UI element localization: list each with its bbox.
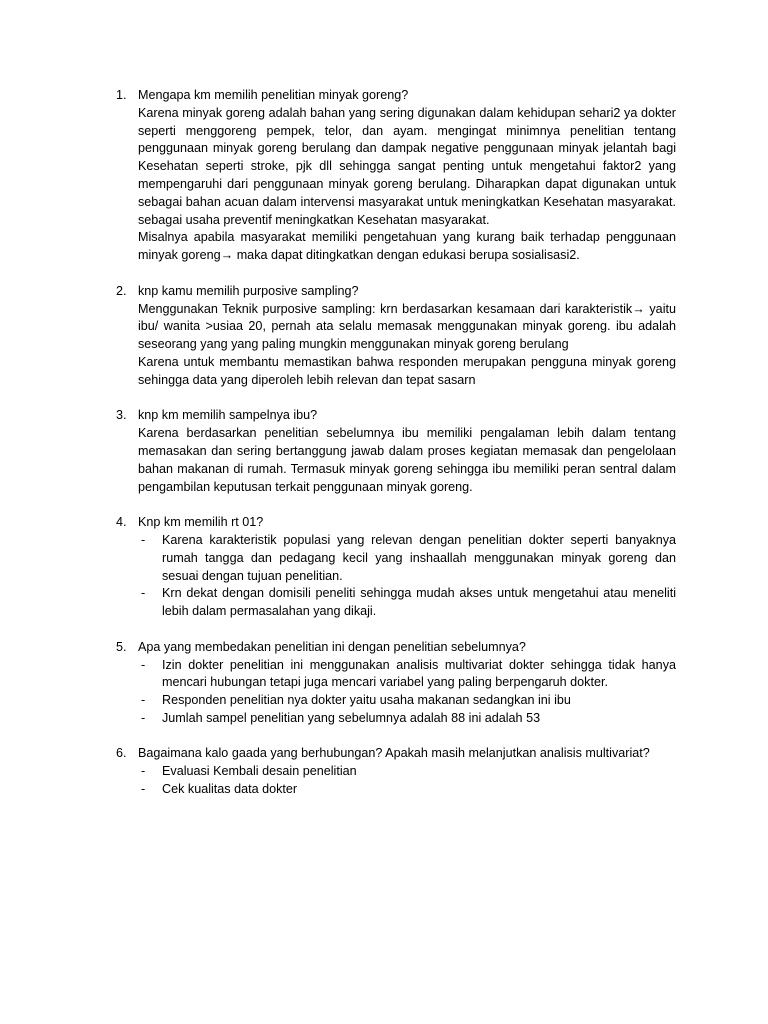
- question-number: 4.: [116, 515, 127, 530]
- bullet-text: Jumlah sampel penelitian yang sebelumnya adalah 88 ini adalah 53: [162, 710, 541, 725]
- question-item: [116, 639, 676, 728]
- answer-bullet: [138, 585, 676, 621]
- bullet-text: Izin dokter penelitian ini menggunakan analisis multivariat dokter sehingga tidak hanya mencari hubungan tetapi juga mencari variabel yang paling berpengaruh dokter.: [162, 657, 676, 690]
- question-list: [116, 87, 676, 799]
- answer-paragraph: Karena untuk membantu memastikan bahwa responden merupakan pengguna minyak goreng sehingga data yang diperoleh lebih relevan dan tepat sasarn: [138, 354, 676, 387]
- question-text: knp kamu memilih purposive sampling?: [138, 283, 359, 298]
- answer-paragraph: Karena minyak goreng adalah bahan yang sering digunakan dalam kehidupan sehari2 ya dokter seperti menggoreng pempek, telor, dan ayam. mengingat minimnya penelitian tentang penggunaan minyak goreng berulang dan dampak negative penggunaan minyak jelantah bagi Kesehatan seperti stroke, pjk dll sehingga sangat penting untuk mengetahui faktor2 yang mempengaruhi dari penggunaan minyak goreng berulang. Diharapkan dapat digunakan untuk sebagai bahan acuan dalam intervensi masyarakat untuk meningkatkan Kesehatan masyarakat. sebagai usaha preventif meningkatkan Kesehatan masyarakat.: [138, 105, 676, 227]
- bullet-text: Krn dekat dengan domisili peneliti sehingga mudah akses untuk mengetahui atau meneliti lebih dalam permasalahan yang dikaji.: [162, 586, 676, 619]
- answer-bullet: [138, 710, 676, 728]
- question-text: Knp km memilih rt 01?: [138, 515, 264, 530]
- question-item: [116, 407, 676, 496]
- answer-bullet: [138, 657, 676, 693]
- bullet-dash: -: [141, 586, 146, 601]
- bullet-text: Evaluasi Kembali desain penelitian: [162, 764, 357, 779]
- bullet-dash: -: [141, 782, 146, 797]
- question-item: [116, 745, 676, 798]
- answer-bullet: [138, 763, 676, 781]
- bullet-text: Responden penelitian nya dokter yaitu usaha makanan sedangkan ini ibu: [162, 693, 571, 708]
- question-text: knp km memilih sampelnya ibu?: [138, 408, 318, 423]
- bullet-dash: -: [141, 710, 146, 725]
- question-item: [116, 514, 676, 621]
- bullet-dash: -: [141, 693, 146, 708]
- question-number: 6.: [116, 746, 127, 761]
- question-text: Mengapa km memilih penelitian minyak goreng?: [138, 88, 409, 102]
- answer-bullet: [138, 692, 676, 710]
- answer-paragraph: Menggunakan Teknik purposive sampling: krn berdasarkan kesamaan dari karakteristik→ yaitu ibu/ wanita >usiaa 20, pernah ata selalu memasak menggunakan minyak goreng. ibu adalah seseorang yang yang paling mungkin menggunakan minyak goreng berulang: [138, 301, 676, 352]
- question-item: [116, 87, 676, 265]
- bullet-text: Karena karakteristik populasi yang relevan dengan penelitian dokter seperti banyaknya rumah tangga dan pedagang kecil yang inshaallah menggunakan minyak goreng dan sesuai dengan tujuan penelitian.: [162, 532, 676, 583]
- answer-bullet-list: [138, 657, 676, 728]
- question-number: 1.: [116, 88, 127, 102]
- question-number: 2.: [116, 283, 127, 298]
- question-text: Apa yang membedakan penelitian ini dengan penelitian sebelumnya?: [138, 639, 526, 654]
- answer-paragraph: Misalnya apabila masyarakat memiliki pengetahuan yang kurang baik terhadap penggunaan minyak goreng→ maka dapat ditingkatkan dengan edukasi berupa sosialisasi2.: [138, 230, 676, 263]
- bullet-dash: -: [141, 764, 146, 779]
- bullet-dash: -: [141, 532, 146, 547]
- bullet-dash: -: [141, 657, 146, 672]
- question-number: 5.: [116, 639, 127, 654]
- question-text: Bagaimana kalo gaada yang berhubungan? Apakah masih melanjutkan analisis multivariat?: [138, 746, 650, 761]
- document-page: [116, 87, 676, 817]
- answer-bullet-list: [138, 532, 676, 621]
- answer-paragraph: Karena berdasarkan penelitian sebelumnya ibu memiliki pengalaman lebih dalam tentang memasakan dan sering bertanggung jawab dalam proses kegiatan memasak dan pengelolaan bahan makanan di rumah. Termasuk minyak goreng sehingga ibu memiliki peran sentral dalam pengambilan keputusan terkait penggunaan minyak goreng.: [138, 426, 676, 494]
- bullet-text: Cek kualitas data dokter: [162, 782, 298, 797]
- answer-bullet: [138, 781, 676, 799]
- answer-bullet-list: [138, 763, 676, 799]
- question-number: 3.: [116, 408, 127, 423]
- answer-bullet: [138, 532, 676, 585]
- question-item: [116, 283, 676, 390]
